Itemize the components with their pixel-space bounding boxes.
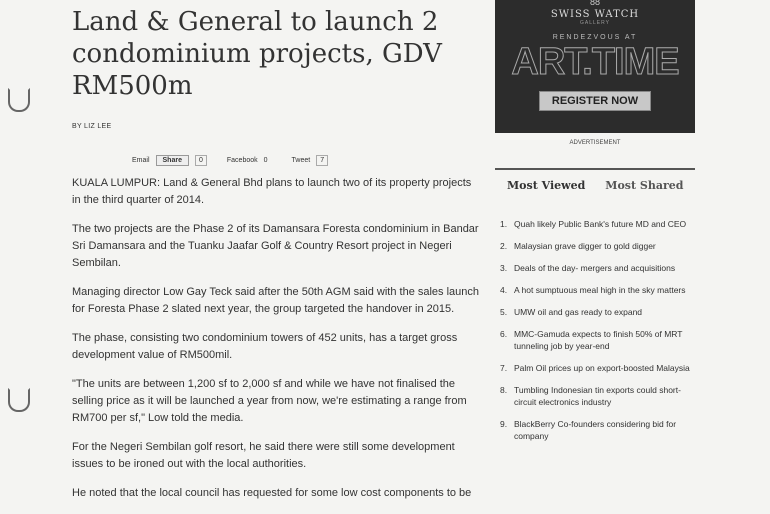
list-item[interactable] bbox=[500, 306, 690, 318]
article-paragraph: "The units are between 1,200 sf to 2,000 sf and while we have not finalised the selling price as it will be launched a year from now, we're estimating a range from RM700 per sf," Low told the media. bbox=[72, 378, 467, 424]
byline: BY LIZ LEE bbox=[72, 123, 112, 130]
article-body bbox=[72, 175, 482, 514]
punch-hole-mark bbox=[8, 388, 30, 412]
list-item-number: 2. bbox=[500, 241, 508, 251]
tab-most-shared[interactable]: Most Shared bbox=[605, 179, 684, 192]
sidebar-tabs bbox=[495, 168, 695, 192]
list-item-number: 7. bbox=[500, 363, 508, 373]
list-item-number: 1. bbox=[500, 219, 508, 229]
facebook-link[interactable]: Facebook bbox=[226, 157, 258, 164]
list-item[interactable] bbox=[500, 240, 690, 252]
punch-hole-mark bbox=[8, 88, 30, 112]
facebook-count: 0 bbox=[263, 157, 268, 164]
article-paragraph: For the Negeri Sembilan golf resort, he said there were still some development issues to be ironed out with the local authorities. bbox=[72, 441, 455, 470]
list-item-number: 5. bbox=[500, 307, 508, 317]
list-item-link[interactable]: Deals of the day- mergers and acquisitions bbox=[514, 263, 676, 273]
article-paragraph: The phase, consisting two condominium towers of 452 units, has a target gross development value of RM500mil. bbox=[72, 332, 458, 361]
ad-brand: SWISS WATCH bbox=[550, 9, 640, 20]
tweet-count: 7 bbox=[316, 155, 328, 166]
list-item-link[interactable]: MMC-Gamuda expects to finish 50% of MRT tunneling job by year-end bbox=[514, 329, 683, 351]
list-item-number: 6. bbox=[500, 329, 508, 339]
advertisement-banner[interactable] bbox=[495, 0, 695, 133]
most-viewed-list bbox=[500, 218, 690, 452]
list-item[interactable] bbox=[500, 328, 690, 352]
email-link[interactable]: Email bbox=[132, 157, 150, 164]
list-item-link[interactable]: BlackBerry Co-founders considering bid for company bbox=[514, 419, 677, 441]
article-paragraph: KUALA LUMPUR: Land & General Bhd plans to launch two of its property projects in the third quarter of 2014. bbox=[72, 177, 472, 206]
tab-most-viewed[interactable]: Most Viewed bbox=[507, 179, 586, 192]
share-count: 0 bbox=[195, 155, 207, 166]
share-bar bbox=[132, 155, 328, 166]
list-item-link[interactable]: A hot sumptuous meal high in the sky matters bbox=[514, 285, 686, 295]
list-item-link[interactable]: Tumbling Indonesian tin exports could short-circuit electronics industry bbox=[514, 385, 681, 407]
list-item[interactable] bbox=[500, 384, 690, 408]
list-item[interactable] bbox=[500, 262, 690, 274]
list-item-link[interactable]: Quah likely Public Bank's future MD and CEO bbox=[514, 219, 687, 229]
ad-gallery: GALLERY bbox=[580, 20, 610, 26]
list-item[interactable] bbox=[500, 362, 690, 374]
article-title: Land & General to launch 2 condominium projects, GDV RM500m bbox=[72, 7, 442, 101]
list-item-link[interactable]: UMW oil and gas ready to expand bbox=[514, 307, 643, 317]
list-item-number: 8. bbox=[500, 385, 508, 395]
ad-headline: ART.TIME bbox=[511, 41, 679, 83]
ad-number: 88 bbox=[589, 0, 600, 7]
article-paragraph: Managing director Low Gay Teck said after the 50th AGM said with the sales launch for Foresta Phase 2 slated next year, the group targeted the handover in 2015. bbox=[72, 286, 480, 315]
article-paragraph: He noted that the local council has requested for some low cost components to be bbox=[72, 487, 472, 499]
tweet-button[interactable]: Tweet bbox=[291, 157, 311, 164]
list-item[interactable] bbox=[500, 418, 690, 442]
advertisement-label: ADVERTISEMENT bbox=[569, 140, 621, 146]
list-item-link[interactable]: Palm Oil prices up on export-boosted Malaysia bbox=[514, 363, 690, 373]
ad-rendezvous: RENDEZVOUS AT bbox=[552, 34, 638, 41]
list-item-number: 4. bbox=[500, 285, 508, 295]
list-item-number: 9. bbox=[500, 419, 508, 429]
share-button[interactable]: Share bbox=[156, 155, 189, 166]
list-item[interactable] bbox=[500, 218, 690, 230]
article-paragraph: The two projects are the Phase 2 of its Damansara Foresta condominium in Bandar Sri Damansara and the Tuanku Jaafar Golf & Country Resort project in Negeri Sembilan. bbox=[72, 223, 479, 269]
list-item-number: 3. bbox=[500, 263, 508, 273]
register-now-button[interactable]: REGISTER NOW bbox=[539, 91, 651, 111]
list-item-link[interactable]: Malaysian grave digger to gold digger bbox=[514, 241, 656, 251]
list-item[interactable] bbox=[500, 284, 690, 296]
